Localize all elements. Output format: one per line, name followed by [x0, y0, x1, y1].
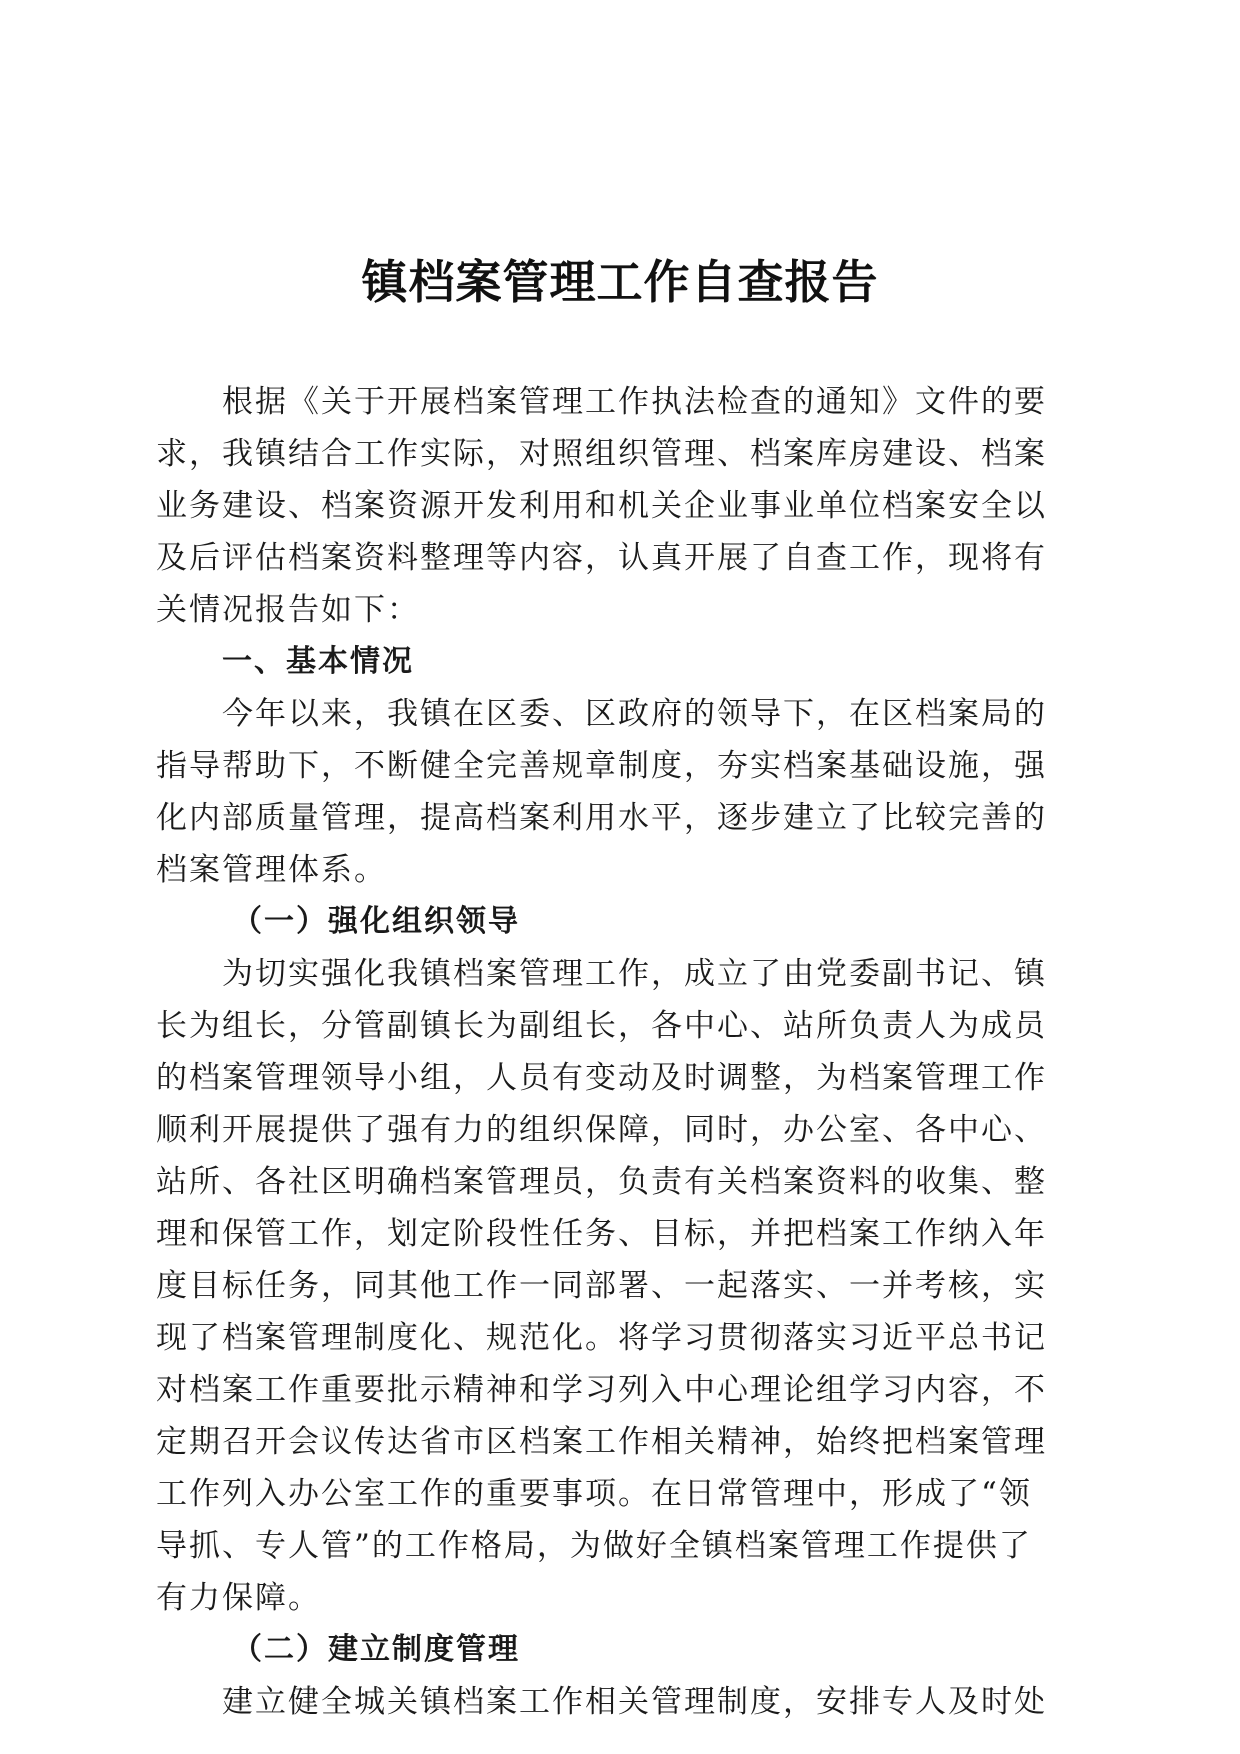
paragraph-line: 为切实强化我镇档案管理工作，成立了由党委副书记、镇 — [222, 956, 1047, 992]
paragraph-line: 站所、各社区明确档案管理员，负责有关档案资料的收集、整 — [156, 1164, 1047, 1200]
paragraph-line: 长为组长，分管副镇长为副组长，各中心、站所负责人为成员 — [156, 1008, 1047, 1044]
paragraph-line: 今年以来，我镇在区委、区政府的领导下，在区档案局的 — [222, 696, 1047, 732]
intro-line: 求，我镇结合工作实际，对照组织管理、档案库房建设、档案 — [156, 436, 1047, 472]
intro-line: 及后评估档案资料整理等内容，认真开展了自查工作，现将有 — [156, 540, 1047, 576]
intro-line: 关情况报告如下： — [156, 592, 420, 628]
paragraph-line: 建立健全城关镇档案工作相关管理制度，安排专人及时处 — [222, 1684, 1047, 1720]
paragraph-line: 度目标任务，同其他工作一同部署、一起落实、一并考核，实 — [156, 1268, 1047, 1304]
subsection-heading: （二）建立制度管理 — [232, 1632, 520, 1667]
paragraph-line: 档案管理体系。 — [156, 852, 387, 888]
document-body — [156, 376, 1068, 1728]
paragraph-line: 的档案管理领导小组，人员有变动及时调整，为档案管理工作 — [156, 1060, 1047, 1096]
intro-line: 根据《关于开展档案管理工作执法检查的通知》文件的要 — [222, 384, 1047, 420]
paragraph-line: 有力保障。 — [156, 1580, 321, 1616]
paragraph-line: 导抓、专人管”的工作格局，为做好全镇档案管理工作提供了 — [156, 1528, 1032, 1564]
paragraph-line: 对档案工作重要批示精神和学习列入中心理论组学习内容，不 — [156, 1372, 1047, 1408]
paragraph-line: 顺利开展提供了强有力的组织保障，同时，办公室、各中心、 — [156, 1112, 1047, 1148]
paragraph-line: 化内部质量管理，提高档案利用水平，逐步建立了比较完善的 — [156, 800, 1047, 836]
paragraph-line: 定期召开会议传达省市区档案工作相关精神，始终把档案管理 — [156, 1424, 1047, 1460]
intro-line: 业务建设、档案资源开发利用和机关企业事业单位档案安全以 — [156, 488, 1047, 524]
document-title: 镇档案管理工作自查报告 — [361, 255, 879, 309]
subsection-heading: （一）强化组织领导 — [232, 904, 520, 939]
paragraph-line: 工作列入办公室工作的重要事项。在日常管理中，形成了“领 — [156, 1476, 1032, 1512]
section-heading: 一、基本情况 — [222, 644, 414, 679]
paragraph-line: 理和保管工作，划定阶段性任务、目标，并把档案工作纳入年 — [156, 1216, 1047, 1252]
paragraph-line: 现了档案管理制度化、规范化。将学习贯彻落实习近平总书记 — [156, 1320, 1047, 1356]
paragraph-line: 指导帮助下，不断健全完善规章制度，夯实档案基础设施，强 — [156, 748, 1047, 784]
